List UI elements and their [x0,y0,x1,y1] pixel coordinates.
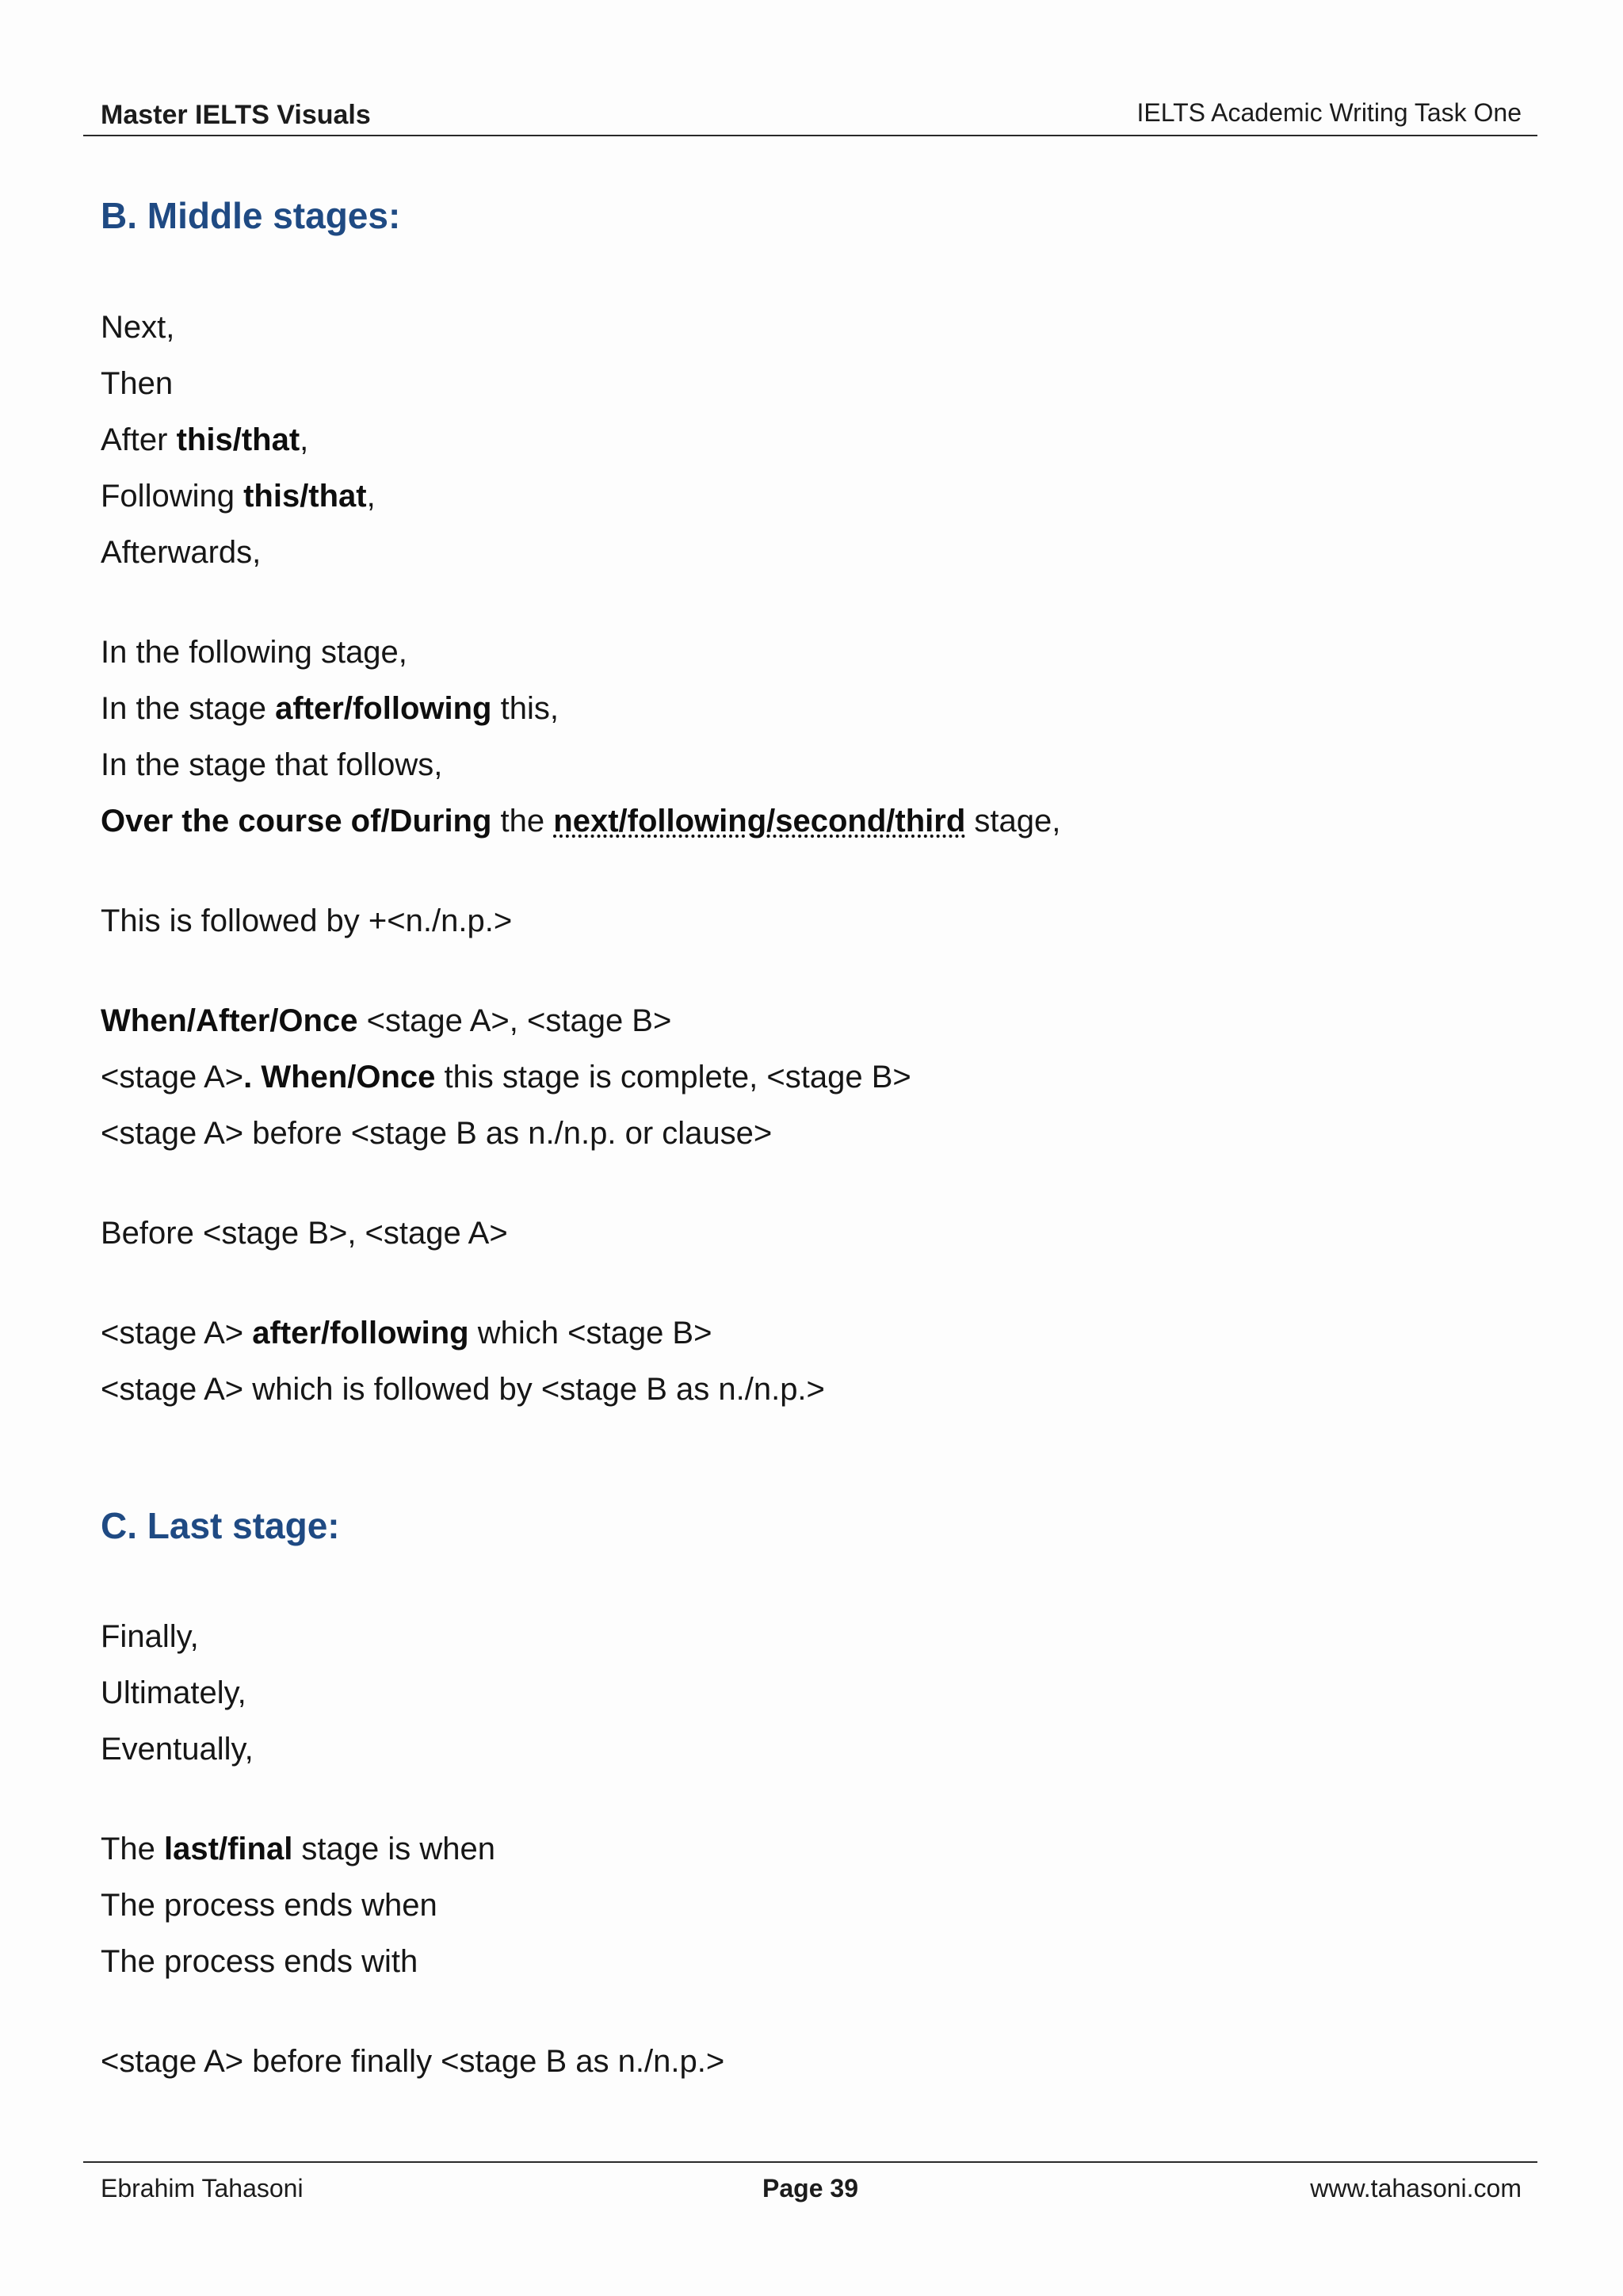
header-subtitle: IELTS Academic Writing Task One [1136,98,1522,127]
page-footer [83,2161,1537,2210]
list-item: The last/final stage is when [101,1832,496,1866]
list-item: <stage A> after/following which <stage B> [101,1316,712,1350]
list-item: <stage A> before finally <stage B as n./n.p.> [101,2044,725,2079]
list-item: Finally, [101,1619,199,1654]
header-book-title: Master IELTS Visuals [101,100,371,130]
list-item: Eventually, [101,1732,254,1767]
list-item: In the following stage, [101,635,407,670]
list-item: <stage A> before <stage B as n./n.p. or clause> [101,1116,773,1151]
list-item: In the stage that follows, [101,747,443,782]
list-item: After this/that, [101,422,309,457]
section-c-title: C. Last stage: [101,1505,340,1546]
list-item: Following this/that, [101,479,376,514]
list-item: In the stage after/following this, [101,691,559,726]
footer-website: www.tahasoni.com [1310,2174,1522,2202]
list-item: Then [101,366,174,401]
list-item: This is followed by +<n./n.p.> [101,904,513,938]
section-b-title: B. Middle stages: [101,195,401,236]
list-item: Afterwards, [101,535,262,570]
footer-page-number: Page 39 [762,2174,858,2202]
page-header [83,95,1537,136]
footer-author: Ebrahim Tahasoni [101,2174,304,2202]
list-item: Ultimately, [101,1675,246,1710]
list-item: When/After/Once <stage A>, <stage B> [101,1003,672,1038]
list-item: The process ends when [101,1888,437,1923]
list-item: Next, [101,310,175,345]
list-item: Over the course of/During the next/following/second/third stage, [101,804,1061,839]
list-item: The process ends with [101,1944,418,1979]
list-item: <stage A> which is followed by <stage B as n./n.p.> [101,1372,825,1407]
list-item: <stage A>. When/Once this stage is complete, <stage B> [101,1060,911,1095]
list-item: Before <stage B>, <stage A> [101,1216,508,1251]
